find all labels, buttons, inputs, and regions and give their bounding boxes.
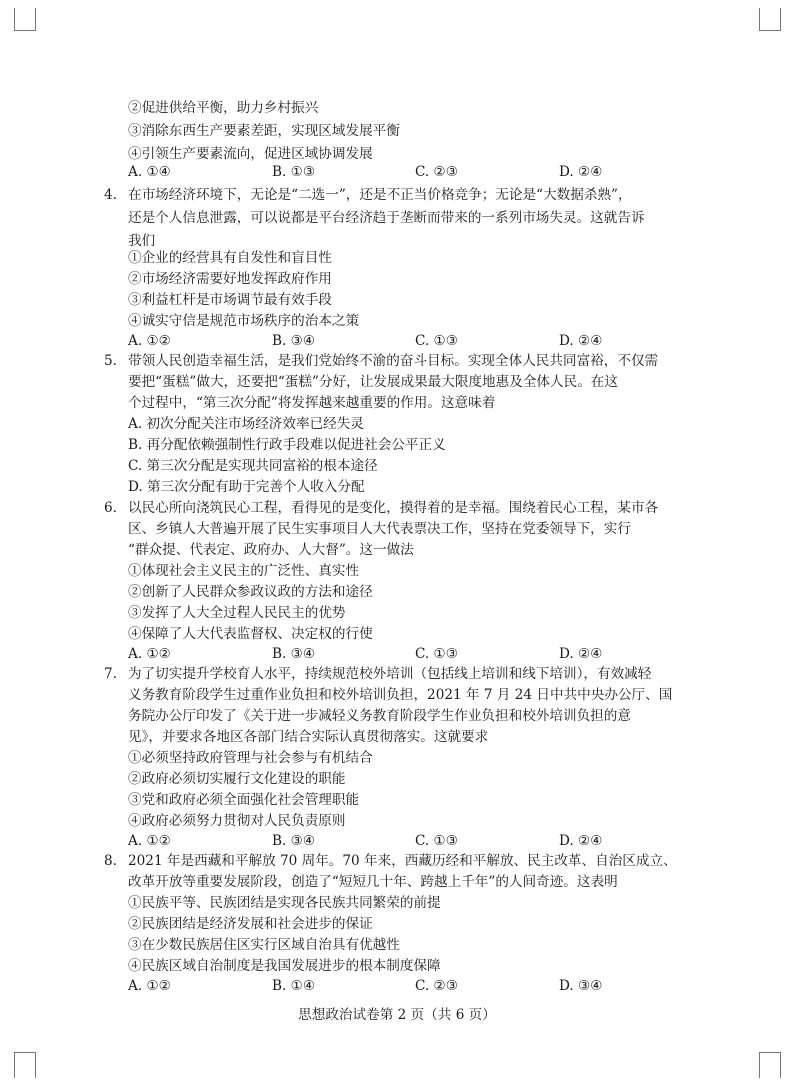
q7-choice-b: B. ③④ [272,833,316,849]
q8-option-3: ③在少数民族居住区实行区域自治具有优越性 [128,937,400,953]
crop-mark-top-left-h [14,30,36,31]
q8-stem-line-2: 改革开放等重要发展阶段，创造了“短短几十年、跨越上千年”的人间奇迹。这表明 [128,874,618,890]
q3-option-3: ③消除东西生产要素差距，实现区域发展平衡 [128,123,400,139]
q4-option-1: ①企业的经营具有自发性和盲目性 [128,250,332,266]
q7-stem-line-1: 为了切实提升学校育人水平，持续规范校外培训（包括线上培训和线下培训），有效减轻 [128,666,652,682]
q6-number: 6. [104,500,117,516]
q5-option-c: C. 第三次分配是实现共同富裕的根本途径 [128,458,378,474]
q4-option-2: ②市场经济需要好地发挥政府作用 [128,271,332,287]
q3-choice-a: A. ①④ [128,164,171,180]
q6-choice-a: A. ①② [128,646,171,662]
crop-mark-top-right-v [759,8,760,30]
q6-choice-b: B. ③④ [272,646,316,662]
q7-choice-c: C. ①③ [415,833,458,849]
q8-choice-a: A. ①② [128,978,171,994]
q4-option-3: ③利益杠杆是市场调节最有效手段 [128,292,332,308]
crop-mark-bottom-left-v [35,1052,36,1078]
crop-mark-top-right-v2 [780,8,781,30]
q5-stem-line-1: 带领人民创造幸福生活，是我们党始终不渝的奋斗目标。实现全体人民共同富裕，不仅需 [128,353,659,369]
q5-stem-line-3: 个过程中，“第三次分配”将发挥越来越重要的作用。这意味着 [128,395,496,411]
q7-stem-line-4: 见》，并要求各地区各部门结合实际认真贯彻落实。这就要求 [128,729,489,745]
q8-option-2: ②民族团结是经济发展和社会进步的保证 [128,916,373,932]
q4-number: 4. [104,187,117,203]
q6-stem-line-3: “群众提、代表定、政府办、人大督”。这一做法 [128,542,414,558]
q7-option-2: ②政府必须切实履行文化建设的职能 [128,771,346,787]
q6-stem-line-2: 区、乡镇人大普遍开展了民生实事项目人大代表票决工作，坚持在党委领导下，实行 [128,521,631,537]
page-footer: 思想政治试卷第 2 页（共 6 页） [298,1007,496,1023]
q3-choice-d: D. ②④ [559,164,603,180]
q3-option-4: ④引领生产要素流向，促进区域协调发展 [128,146,373,162]
q8-stem-line-1: 2021 年是西藏和平解放 70 周年。70 年来，西藏历经和平解放、民主改革、自治区成立、 [128,853,677,869]
q5-number: 5. [104,353,117,369]
q3-option-2: ②促进供给平衡，助力乡村振兴 [128,100,319,116]
crop-mark-bottom-right-v [759,1052,760,1078]
q7-choice-a: A. ①② [128,833,171,849]
q7-option-1: ①必须坚持政府管理与社会参与有机结合 [128,750,373,766]
q8-choice-b: B. ①④ [272,978,316,994]
q7-choice-d: D. ②④ [559,833,603,849]
q6-option-1: ①体现社会主义民主的广泛性、真实性 [128,563,360,579]
q7-option-3: ③党和政府必须全面强化社会管理职能 [128,792,360,808]
crop-mark-bottom-right-h [759,1052,781,1053]
q8-option-4: ④民族区域自治制度是我国发展进步的根本制度保障 [128,958,441,974]
q7-option-4: ④政府必须努力贯彻对人民负责原则 [128,813,346,829]
q6-choice-d: D. ②④ [559,646,603,662]
q5-option-b: B. 再分配依赖强制性行政手段难以促进社会公平正义 [128,437,446,453]
q3-choice-b: B. ①③ [272,164,316,180]
q4-stem-line-3: 我们 [128,233,156,249]
q5-option-a: A. 初次分配关注市场经济效率已经失灵 [128,416,364,432]
q6-option-4: ④保障了人大代表监督权、决定权的行使 [128,626,373,642]
q4-choice-c: C. ①③ [415,333,458,349]
crop-mark-top-right-h [759,30,781,31]
crop-mark-top-left-v2 [14,8,15,30]
q5-stem-line-2: 要把“蛋糕”做大，还要把“蛋糕”分好，让发展成果最大限度地惠及全体人民。在这 [128,374,618,390]
q3-choice-c: C. ②③ [415,164,458,180]
q4-choice-b: B. ③④ [272,333,316,349]
q4-stem-line-1: 在市场经济环境下，无论是“二选一”，还是不正当价格竞争；无论是“大数据杀熟”， [128,187,632,203]
q4-option-4: ④诚实守信是规范市场秩序的治本之策 [128,313,360,329]
crop-mark-top-left-v [35,8,36,30]
q4-choice-d: D. ②④ [559,333,603,349]
crop-mark-bottom-left-h [14,1052,36,1053]
q7-stem-line-3: 务院办公厅印发了《关于进一步减轻义务教育阶段学生作业负担和校外培训负担的意 [128,708,631,724]
q4-stem-line-2: 还是个人信息泄露，可以说都是平台经济趋于垄断而带来的一系列市场失灵。这就告诉 [128,210,645,226]
q8-choice-c: C. ②③ [415,978,458,994]
q4-choice-a: A. ①② [128,333,171,349]
q7-stem-line-2: 义务教育阶段学生过重作业负担和校外培训负担，2021 年 7 月 24 日中共中央办公厅、国 [128,687,673,703]
q5-option-d: D. 第三次分配有助于完善个人收入分配 [128,479,365,495]
q8-number: 8. [104,853,117,869]
q8-choice-d: D. ③④ [559,978,603,994]
q8-option-1: ①民族平等、民族团结是实现各民族共同繁荣的前提 [128,895,441,911]
q7-number: 7. [104,666,117,682]
q6-option-2: ②创新了人民群众参政议政的方法和途径 [128,584,373,600]
q6-option-3: ③发挥了人大全过程人民民主的优势 [128,605,346,621]
crop-mark-bottom-left-v2 [14,1052,15,1078]
q6-stem-line-1: 以民心所向浇筑民心工程，看得见的是变化，摸得着的是幸福。围绕着民心工程，某市各 [128,500,659,516]
q6-choice-c: C. ①③ [415,646,458,662]
crop-mark-bottom-right-v2 [780,1052,781,1078]
